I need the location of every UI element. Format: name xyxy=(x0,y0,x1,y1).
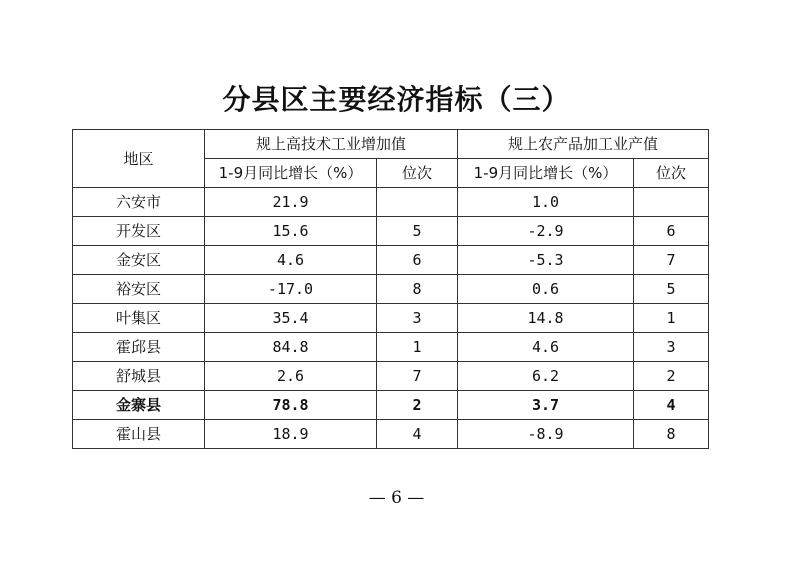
indicators-table xyxy=(72,129,709,449)
table-row xyxy=(73,420,709,449)
rank-cell: 3 xyxy=(377,304,458,333)
page-title: 分县区主要经济指标（三） xyxy=(222,83,571,116)
growth-cell: -2.9 xyxy=(458,217,634,246)
region-cell: 开发区 xyxy=(73,217,205,246)
subheader-rank-2: 位次 xyxy=(634,159,709,188)
rank-cell: 6 xyxy=(377,246,458,275)
growth-cell: 1.0 xyxy=(458,188,634,217)
table-row xyxy=(73,333,709,362)
rank-cell: 5 xyxy=(634,275,709,304)
rank-cell: 2 xyxy=(377,391,458,420)
rank-cell: 1 xyxy=(634,304,709,333)
growth-cell: 4.6 xyxy=(205,246,377,275)
rank-cell: 5 xyxy=(377,217,458,246)
rank-cell: 3 xyxy=(634,333,709,362)
table-row xyxy=(73,275,709,304)
rank-cell xyxy=(377,188,458,217)
rank-cell xyxy=(634,188,709,217)
rank-cell: 7 xyxy=(634,246,709,275)
page-number: — 6 — xyxy=(368,488,425,508)
rank-cell: 8 xyxy=(634,420,709,449)
rank-cell: 4 xyxy=(634,391,709,420)
growth-cell: 18.9 xyxy=(205,420,377,449)
growth-cell: 3.7 xyxy=(458,391,634,420)
growth-cell: 14.8 xyxy=(458,304,634,333)
region-cell: 霍邱县 xyxy=(73,333,205,362)
growth-cell: 15.6 xyxy=(205,217,377,246)
growth-cell: 6.2 xyxy=(458,362,634,391)
group-header-agri: 规上农产品加工业产值 xyxy=(458,130,709,159)
subheader-growth-1: 1-9月同比增长（%） xyxy=(205,159,377,188)
growth-cell: 4.6 xyxy=(458,333,634,362)
region-header: 地区 xyxy=(73,130,205,188)
rank-cell: 1 xyxy=(377,333,458,362)
table-row xyxy=(73,246,709,275)
growth-cell: -5.3 xyxy=(458,246,634,275)
growth-cell: -8.9 xyxy=(458,420,634,449)
table-row xyxy=(73,304,709,333)
table-row-highlighted xyxy=(73,391,709,420)
region-cell: 裕安区 xyxy=(73,275,205,304)
growth-cell: 0.6 xyxy=(458,275,634,304)
region-cell: 舒城县 xyxy=(73,362,205,391)
growth-cell: 2.6 xyxy=(205,362,377,391)
group-header-hightech: 规上高技术工业增加值 xyxy=(205,130,458,159)
table-row xyxy=(73,362,709,391)
rank-cell: 6 xyxy=(634,217,709,246)
rank-cell: 7 xyxy=(377,362,458,391)
subheader-growth-2: 1-9月同比增长（%） xyxy=(458,159,634,188)
region-cell: 金安区 xyxy=(73,246,205,275)
region-cell: 霍山县 xyxy=(73,420,205,449)
growth-cell: 84.8 xyxy=(205,333,377,362)
rank-cell: 4 xyxy=(377,420,458,449)
growth-cell: 35.4 xyxy=(205,304,377,333)
table-row xyxy=(73,217,709,246)
table-row xyxy=(73,188,709,217)
rank-cell: 2 xyxy=(634,362,709,391)
rank-cell: 8 xyxy=(377,275,458,304)
growth-cell: -17.0 xyxy=(205,275,377,304)
region-cell: 金寨县 xyxy=(73,391,205,420)
growth-cell: 78.8 xyxy=(205,391,377,420)
subheader-rank-1: 位次 xyxy=(377,159,458,188)
growth-cell: 21.9 xyxy=(205,188,377,217)
region-cell: 叶集区 xyxy=(73,304,205,333)
region-cell: 六安市 xyxy=(73,188,205,217)
